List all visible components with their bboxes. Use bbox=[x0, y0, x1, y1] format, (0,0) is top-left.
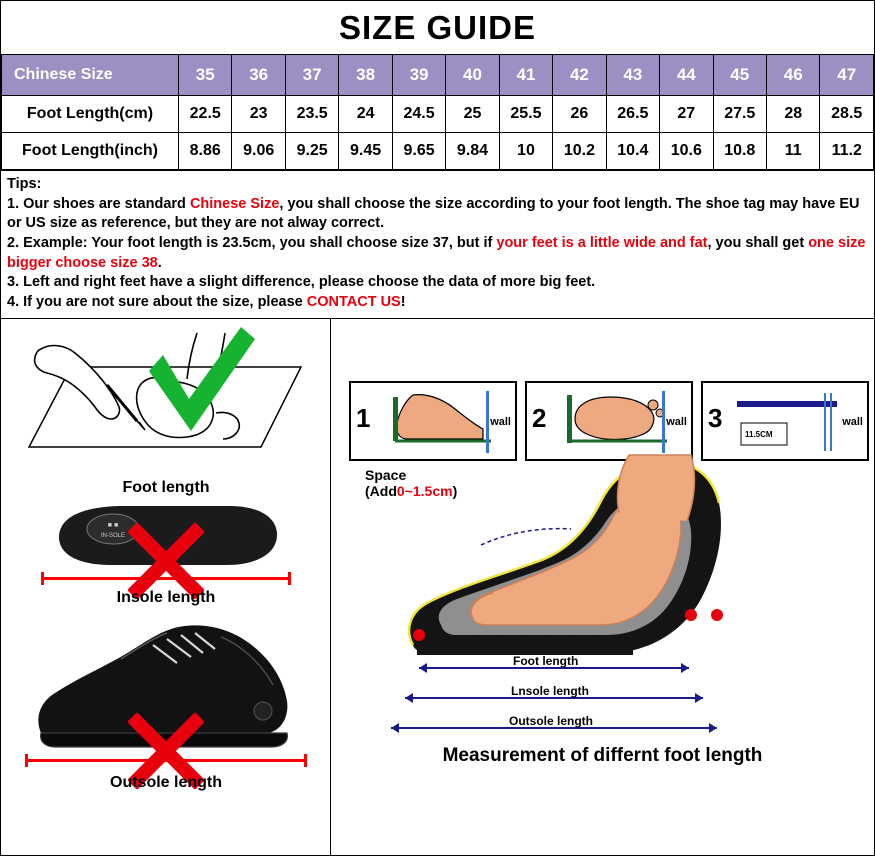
wall-label: wall bbox=[666, 416, 687, 429]
cm-cell: 26 bbox=[553, 96, 606, 133]
cm-cell: 24 bbox=[339, 96, 392, 133]
inch-cell: 9.25 bbox=[285, 133, 338, 170]
inch-cell: 10.6 bbox=[660, 133, 713, 170]
tips-line-1 bbox=[7, 195, 868, 234]
tips-line-1-b: , you shall choose the size according to your foot length. The shoe tag may have EU or US size as reference, but they are not alway correct. bbox=[7, 195, 860, 232]
inch-cell: 9.06 bbox=[232, 133, 285, 170]
inch-cell: 9.65 bbox=[392, 133, 445, 170]
illustration-area bbox=[1, 319, 874, 855]
table-row-foot-length-inch bbox=[2, 133, 874, 170]
tips-line-4 bbox=[7, 293, 868, 313]
tips-line-2 bbox=[7, 234, 868, 273]
row-label-foot-length-inch: Foot Length(inch) bbox=[2, 133, 179, 170]
tips-line-2-c: . bbox=[157, 254, 162, 271]
contact-us-link[interactable]: CONTACT US bbox=[306, 293, 401, 310]
inch-cell: 10.8 bbox=[713, 133, 766, 170]
cm-cell: 24.5 bbox=[392, 96, 445, 133]
size-cell: 47 bbox=[820, 55, 874, 96]
caption-outsole-length: Outsole length bbox=[110, 774, 222, 792]
tips-section bbox=[1, 170, 874, 319]
measurement-caption: Measurement of differnt foot length bbox=[442, 745, 763, 766]
wall-line bbox=[486, 391, 489, 453]
inch-cell: 8.86 bbox=[179, 133, 232, 170]
row-label-foot-length-cm: Foot Length(cm) bbox=[2, 96, 179, 133]
wall-line bbox=[662, 391, 665, 453]
cm-cell: 23 bbox=[232, 96, 285, 133]
size-cell: 41 bbox=[499, 55, 552, 96]
table-row-chinese-size bbox=[2, 55, 874, 96]
foot-measurement-diagram bbox=[361, 449, 861, 739]
cm-cell: 27 bbox=[660, 96, 713, 133]
tips-line-2-a: 2. Example: Your foot length is 23.5cm, you shall choose size 37, but if bbox=[7, 234, 497, 251]
cm-cell: 25 bbox=[446, 96, 499, 133]
svg-text:IN-SOLE: IN-SOLE bbox=[100, 533, 126, 540]
outsole-length-dim-label: Outsole length bbox=[509, 714, 593, 729]
tips-line-4-a: 4. If you are not sure about the size, please bbox=[7, 293, 307, 310]
space-label: Space bbox=[365, 467, 407, 484]
size-cell: 43 bbox=[606, 55, 659, 96]
tips-line-4-b: ! bbox=[400, 293, 406, 310]
right-illustration-column bbox=[331, 319, 874, 855]
cm-cell: 28.5 bbox=[820, 96, 874, 133]
size-cell: 44 bbox=[660, 55, 713, 96]
tips-line-3: 3. Left and right feet have a slight difference, please choose the data of more big feet. bbox=[7, 274, 596, 291]
size-cell: 37 bbox=[285, 55, 338, 96]
foot-tracing-svg bbox=[11, 327, 321, 477]
cm-cell: 23.5 bbox=[285, 96, 338, 133]
caption-insole-length: Insole length bbox=[116, 589, 216, 607]
tips-line-2-b: , you shall get bbox=[707, 234, 809, 251]
size-cell: 35 bbox=[179, 55, 232, 96]
left-illustration-column bbox=[1, 319, 331, 855]
space-add-value: 0~1.5cm bbox=[396, 483, 453, 500]
insole-cross-icon bbox=[123, 514, 209, 600]
inch-cell: 10.2 bbox=[553, 133, 606, 170]
tips-line-2-highlight-2: one size bigger choose size 38 bbox=[7, 234, 866, 271]
tips-line-2-highlight-1: your feet is a little wide and fat bbox=[496, 234, 708, 251]
foot-tracing-illustration bbox=[11, 327, 321, 477]
step-number: 1 bbox=[356, 403, 371, 434]
cm-cell: 25.5 bbox=[499, 96, 552, 133]
tips-heading: Tips: bbox=[7, 176, 42, 193]
inch-cell: 10.4 bbox=[606, 133, 659, 170]
inch-cell: 10 bbox=[499, 133, 552, 170]
size-cell: 45 bbox=[713, 55, 766, 96]
row-label-chinese-size: Chinese Size bbox=[2, 55, 179, 96]
size-cell: 40 bbox=[446, 55, 499, 96]
inch-cell: 9.45 bbox=[339, 133, 392, 170]
inch-cell: 11.2 bbox=[820, 133, 874, 170]
size-cell: 46 bbox=[766, 55, 819, 96]
tips-line-1-highlight: Chinese Size bbox=[189, 195, 280, 212]
size-cell: 36 bbox=[232, 55, 285, 96]
size-cell: 39 bbox=[392, 55, 445, 96]
space-add-suffix: ) bbox=[452, 483, 458, 500]
size-cell: 38 bbox=[339, 55, 392, 96]
space-add-prefix: (Add bbox=[365, 483, 397, 500]
cm-cell: 28 bbox=[766, 96, 819, 133]
space-label-group bbox=[365, 467, 457, 499]
tips-line-1-a: 1. Our shoes are standard bbox=[7, 195, 190, 212]
table-row-foot-length-cm bbox=[2, 96, 874, 133]
foot-length-dim-label: Foot length bbox=[513, 654, 579, 669]
cm-cell: 26.5 bbox=[606, 96, 659, 133]
page-title: SIZE GUIDE bbox=[338, 9, 537, 46]
cm-cell: 22.5 bbox=[179, 96, 232, 133]
inch-cell: 9.84 bbox=[446, 133, 499, 170]
caption-foot-length: Foot length bbox=[122, 479, 210, 497]
size-chart-table bbox=[1, 54, 874, 170]
step-number: 3 bbox=[708, 403, 723, 434]
insole-length-dim-label: Lnsole length bbox=[511, 684, 589, 699]
inch-cell: 11 bbox=[766, 133, 819, 170]
svg-text:■ ■: ■ ■ bbox=[107, 522, 119, 530]
wall-label: wall bbox=[490, 416, 511, 429]
size-cell: 42 bbox=[553, 55, 606, 96]
step-number: 2 bbox=[532, 403, 547, 434]
wall-label: wall bbox=[842, 416, 863, 429]
cm-cell: 27.5 bbox=[713, 96, 766, 133]
ruler-value: 11.5CM bbox=[745, 430, 773, 440]
